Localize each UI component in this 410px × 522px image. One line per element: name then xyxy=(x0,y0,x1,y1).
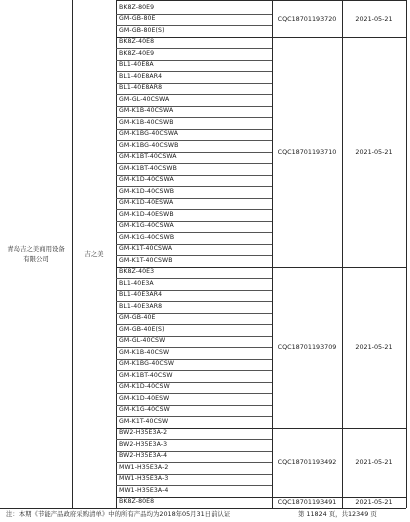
model-cell: GM-K1D-40ESWB xyxy=(119,210,174,218)
model-cell: GM-K1BT-40CSWA xyxy=(119,153,177,161)
column-divider xyxy=(272,0,273,508)
model-cell: GM-K1BG-40CSW xyxy=(119,360,175,368)
model-cell: MW1-H35E3A-4 xyxy=(119,486,169,494)
model-cell: BL1-40E8AR8 xyxy=(119,84,163,92)
model-cell: GM-GB-80E xyxy=(119,15,156,23)
page-footer xyxy=(0,508,410,522)
model-cell: GM-K1BG-40CSWB xyxy=(119,141,179,149)
certificate-date: 2021-05-21 xyxy=(355,458,393,466)
row-divider xyxy=(116,428,406,429)
column-divider xyxy=(342,0,343,508)
model-cell: BK8Z-40E9 xyxy=(119,49,155,57)
row-divider xyxy=(116,0,406,1)
column-divider xyxy=(116,0,117,508)
model-cell: GM-K1T-40CSWB xyxy=(119,256,173,264)
column-divider xyxy=(406,0,407,508)
model-cell: GM-K1G-40CSWA xyxy=(119,222,174,230)
model-cell: BK8Z-80E8 xyxy=(119,498,155,506)
column-divider xyxy=(72,0,73,508)
model-cell: BW2-H35E3A-3 xyxy=(119,440,168,448)
model-cell: BL1-40E3A xyxy=(119,279,154,287)
model-cell: GM-K1T-40CSWA xyxy=(119,245,173,253)
model-cell: BK8Z-40E8 xyxy=(119,38,155,46)
model-cell: GM-K1D-40CSW xyxy=(119,383,170,391)
model-cell: GM-K1BT-40CSWB xyxy=(119,164,177,172)
model-cell: BW2-H35E3A-4 xyxy=(119,452,168,460)
row-divider xyxy=(116,267,406,268)
model-cell: BL1-40E8A xyxy=(119,61,154,69)
model-cell: GM-K1B-40CSW xyxy=(119,348,170,356)
model-cell: BL1-40E8AR4 xyxy=(119,72,163,80)
brand-name: 吉之美 xyxy=(84,250,104,258)
certificate-date: 2021-05-21 xyxy=(355,498,393,507)
model-cell: GM-K1BT-40CSW xyxy=(119,371,173,379)
model-cell: BL1-40E3AR4 xyxy=(119,291,163,299)
model-cell: GM-GB-40E xyxy=(119,314,156,322)
model-cell: GM-GB-80E(S) xyxy=(119,26,165,34)
certificate-number: CQC18701193720 xyxy=(277,15,337,24)
model-cell: GM-K1G-40CSW xyxy=(119,406,170,414)
page-number: 第 11824 页，共12349 页 xyxy=(298,510,377,518)
model-cell: GM-K1T-40CSW xyxy=(119,417,169,425)
model-cell: GM-K1B-40CSWB xyxy=(119,118,174,126)
model-cell: GM-GL-40CSW xyxy=(119,337,166,345)
certificate-date: 2021-05-21 xyxy=(355,15,393,24)
company-name-line2: 有限公司 xyxy=(23,255,49,263)
model-cell: GM-K1G-40CSWB xyxy=(119,233,175,241)
model-cell: GM-K1BG-40CSWA xyxy=(119,130,179,138)
model-cell: BL1-40E3AR8 xyxy=(119,302,163,310)
model-cell: BK8Z-80E9 xyxy=(119,3,155,11)
model-cell: GM-GB-40E(S) xyxy=(119,325,165,333)
certificate-number: CQC18701193709 xyxy=(277,343,337,351)
model-cell: GM-K1D-40CSWA xyxy=(119,176,174,184)
certificate-date: 2021-05-21 xyxy=(355,343,393,351)
certificate-number: CQC18701193492 xyxy=(277,458,337,466)
model-cell: MW1-H35E3A-2 xyxy=(119,463,169,471)
model-cell: BK8Z-40E3 xyxy=(119,268,155,276)
certificate-number: CQC18701193491 xyxy=(277,498,337,507)
model-cell: GM-K1D-40ESW xyxy=(119,394,170,402)
model-cell: MW1-H35E3A-3 xyxy=(119,475,169,483)
model-cell: GM-K1B-40CSWA xyxy=(119,107,174,115)
model-cell: GM-GL-40CSWA xyxy=(119,95,170,103)
model-cell: BW2-H35E3A-2 xyxy=(119,429,168,437)
company-name-line1: 青岛吉之美商用设备 xyxy=(7,245,65,253)
certificate-date: 2021-05-21 xyxy=(355,147,393,156)
row-divider xyxy=(116,37,406,38)
model-cell: GM-K1D-40CSWB xyxy=(119,187,175,195)
model-cell: GM-K1D-40ESWA xyxy=(119,199,174,207)
certificate-number: CQC18701193710 xyxy=(277,147,337,156)
footer-note: 注：本期《节能产品政府采购清单》中的所有产品均为2018年05月31日前认证 xyxy=(6,510,231,518)
